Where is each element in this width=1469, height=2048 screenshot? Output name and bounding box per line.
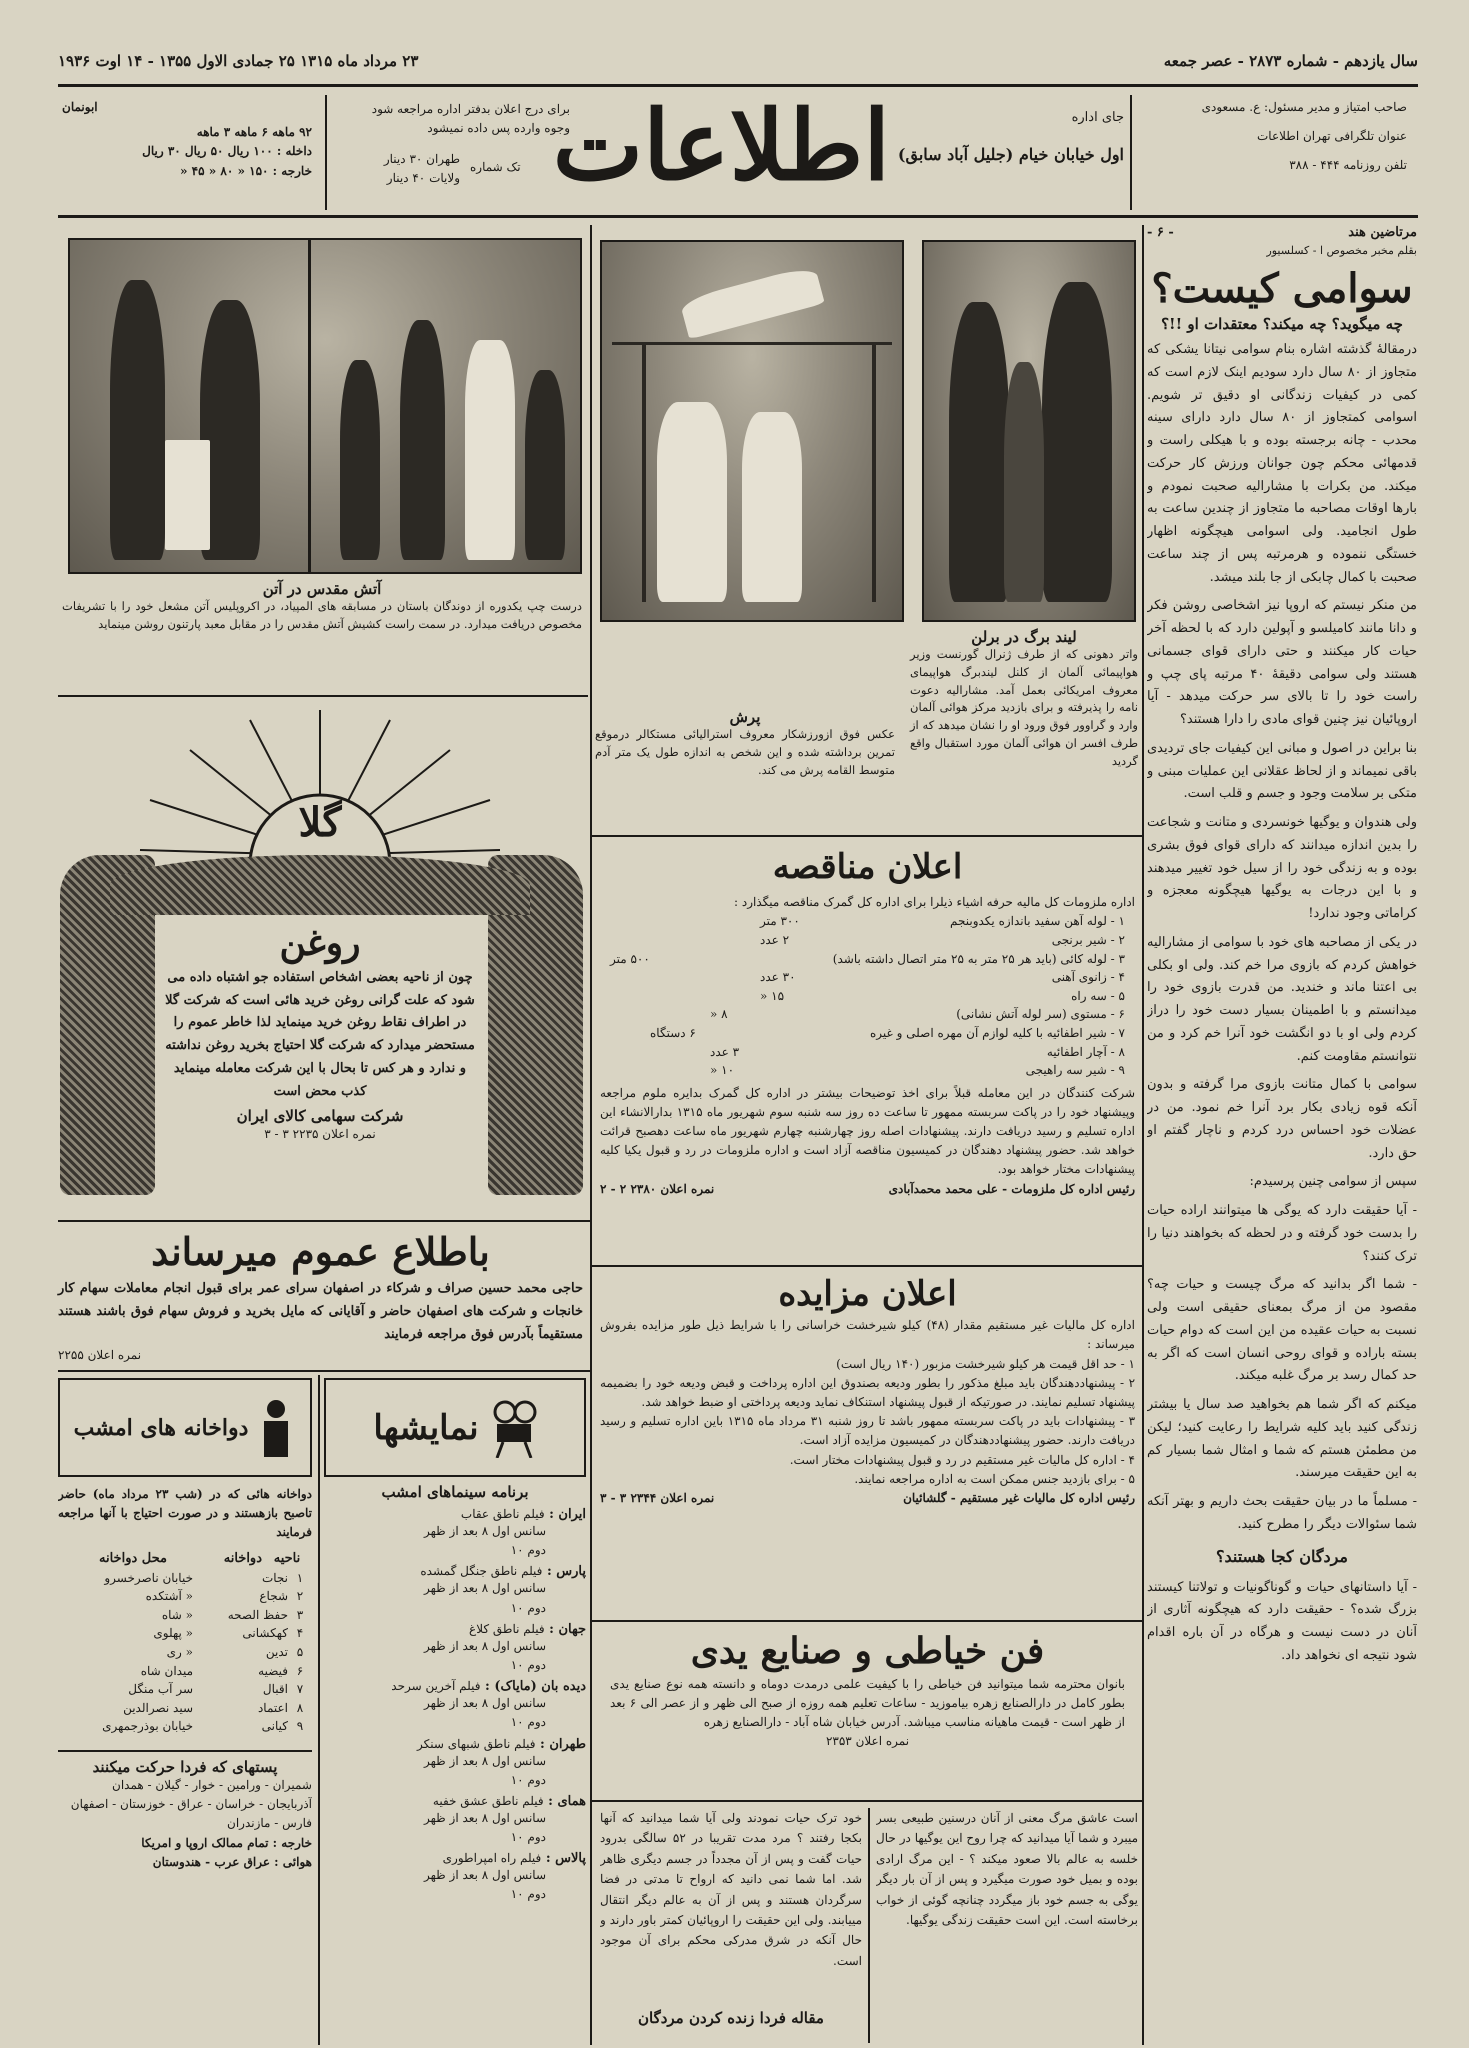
tender-signature: رئیس اداره کل ملزومات - علی محمد محمدآبادی [888, 1181, 1135, 1196]
pharmacy-name: فیضیه [258, 1663, 288, 1678]
pharmacy-section [58, 1378, 312, 2043]
table-row [58, 1569, 312, 1588]
article-subheading: مردگان کجا هستند؟ [1216, 1546, 1348, 1566]
list-item [610, 912, 1125, 931]
rule-above-notice [58, 1220, 590, 1222]
mid-vertical-rule [590, 225, 592, 2045]
pharmacy-name: حفظ الصحه [227, 1607, 288, 1622]
table-row [58, 1699, 312, 1718]
altar [165, 440, 210, 550]
office-box [874, 110, 1124, 164]
auction-line: ۴ - اداره کل مالیات غیر مستقیم در رد و قبول پیشنهادات مختار است. [789, 1452, 1135, 1467]
pharmacy-name: اقبال [262, 1682, 288, 1697]
pharmacy-district: ۲ [296, 1589, 304, 1604]
pharmacy-header: دواخانه های امشب [73, 1414, 249, 1441]
post-title: پستهای که فردا حرکت میکنند [92, 1758, 278, 1777]
item-desc: لوله آهن سفید باندازه یکدوبنجم [950, 914, 1107, 929]
cinema-section [324, 1378, 586, 2043]
tailoring-ad [600, 1628, 1135, 1752]
telegraph-line: عنوان تلگرافی تهران اطلاعات [1257, 129, 1407, 144]
post-line: فارس - مازندران [227, 1816, 312, 1831]
pharmacy-name: کهکشانی [242, 1626, 288, 1641]
cinema-time: سانس اول ۸ بعد از ظهر [424, 1638, 546, 1653]
cinema-item [324, 1679, 586, 1732]
list-item [610, 950, 1125, 969]
item-number: ۹ [1118, 1063, 1125, 1078]
item-qty: ۳ عدد [710, 1044, 740, 1059]
item-number: ۷ [1118, 1025, 1125, 1040]
tak-price-tehran: طهران ۳۰ دینار [383, 152, 460, 166]
cinema-film: فیلم آخرین سرحد [391, 1679, 481, 1694]
jump-post [642, 342, 646, 602]
tender-items [600, 912, 1135, 1079]
article-paragraph: - آیا داستانهای حیات و گوناگونیات و تولاتنا کیستند بزرگ شده؟ - حقیقت دارد که هیچگونه آثاری از آنان در دست نیست و هرگاه در آن باره اقدام شود نتیجه ای نخواهد داد. [1147, 1579, 1417, 1663]
tender-item-desc: ۸ - آچار اطفائیه [1046, 1044, 1125, 1059]
tailoring-number: نمره اعلان ۲۳۵۳ [825, 1734, 910, 1749]
cinema-header: نمایشها [373, 1407, 479, 1448]
auction-line: اداره کل مالیات غیر مستقیم مقدار (۴۸) کیلو شیرخشت خراسانی را با شرایط ذیل طور مزایده بفروش میرساند : [600, 1318, 1135, 1352]
cinema-banner [324, 1378, 586, 1477]
auction-body [600, 1316, 1135, 1489]
pharmacy-district: ۱ [296, 1570, 304, 1585]
pharmacy-name: شجاع [259, 1589, 288, 1604]
bottom-article-divider [868, 1808, 870, 2043]
ad-notice [330, 100, 570, 138]
cinema-name: ایران : [549, 1507, 586, 1522]
subs-label: ابونمان [62, 100, 98, 114]
list-item [610, 968, 1125, 987]
tak-label: تک شماره [470, 160, 521, 174]
article-byline: بقلم مخبر مخصوص ا - کسلسیور [1266, 244, 1417, 257]
article-title: سوامی کیست؟ [1151, 265, 1413, 312]
cinema-time: سانس اول ۸ بعد از ظهر [424, 1753, 546, 1768]
cinema-time: دوم ۱۰ [510, 1600, 546, 1615]
masthead-bottom-rule [58, 215, 1418, 218]
tender-notice [600, 845, 1135, 1196]
tender-item-desc: ۵ - سه راه [1071, 988, 1125, 1003]
figure [949, 302, 1009, 602]
cinema-time: دوم ۱۰ [510, 1772, 546, 1787]
pharmacy-location: « ری [166, 1645, 193, 1660]
tender-item-desc: ۱ - لوله آهن سفید باندازه یکدوبنجم [950, 914, 1125, 929]
auction-title: اعلان مزایده [778, 1274, 957, 1314]
projector-icon [489, 1398, 537, 1458]
pharmacy-location: « شاه [161, 1607, 193, 1622]
notice-body: حاجی محمد حسین صراف و شرکاء در اصفهان سرای عمر برای قبول انجام معاملات سهام کار خانجات و شرکت های اصفهان حاضر و آقایانی که مایل بخرید و فروش سهام فوق باشند هستند مستقیماً بآدرس فوق مراجعه فرمایند [58, 1281, 583, 1342]
bottom-article-text: است عاشق مرگ معنی از آنان درسنین طبیعی بسر میبرد و شما آیا میدانید که چرا روح این یوگیها در حال خلسه به عالم بالا صعود میکند ؟ - این مرگ ارادی بوده و بمیل خود صورت میگیرد و پس از آن بار دیگر یوگی به جسم خود باز میگردد چنانچه گوئی از خواب برخاسته است. این است حقیقت زندگی یوگیها. [876, 1811, 1138, 1927]
photo-high-jump [600, 240, 904, 622]
top-date-line [58, 52, 1418, 76]
caption-title: آتش مقدس در آتن [262, 580, 382, 598]
auction-notice [600, 1272, 1135, 1505]
item-desc: آچار اطفائیه [1046, 1044, 1107, 1059]
article-paragraph: سپس از سوامی چنین پرسیدم: [1249, 1174, 1417, 1190]
owner-line: صاحب امتیاز و مدیر مسئول: ع. مسعودی [1201, 100, 1407, 114]
photo-split [308, 240, 311, 572]
caption-title: لیند برگ در برلن [971, 628, 1077, 646]
item-qty: ۲ عدد [760, 932, 790, 947]
tender-body: شرکت کنندگان در این معامله قبلاً برای اخذ توضیحات بیشتر در اداره کل گمرک بدایره ملوم مراجعه وپیشنهاد خود را در پاکت سربسته ممهور تا ساعت ده روز سه شنبه سوم شهریور ماه ۱۳۱۵ بدارالانشاء این اداره تسلیم و رسید دریافت دارند. پیشنهادات اصله روز چهارشنبه چهارم شهریور ماه ساعت دهصبح قرائت خواهد شد. حضور پیشنهاد دهندگان در کمیسیون مناقصه آزاد است و اداره ملزومات در رد و قبول یکیا کلیه پیشنهادات مختار خواهد بود. [600, 1085, 1135, 1177]
reel-circle [515, 1402, 535, 1422]
cinema-time: دوم ۱۰ [510, 1657, 546, 1672]
pharmacy-location: خیابان ناصرخسرو [104, 1570, 193, 1585]
pharmacy-district: ۳ [296, 1607, 304, 1622]
tak-prices [330, 150, 460, 188]
article-paragraph: من منکر نیستم که اروپا نیز اشخاصی روشن فکر و دانا مانند کامیلسو و آپولین دارد که با لحظه آخر حیات کار میکنند و حتی دارای قوای جسمانی هستند ولی سوامی دقیقهٔ ۴۰ مرتبه پای چپ و راست خود را تا بالای سر حرکت میدهد - آیا اروپائیان نیز چنین قوای مادی را دارا هستند؟ [1147, 598, 1417, 727]
item-qty: ۱۵ « [760, 988, 785, 1003]
caption-text: درست چپ یکدوره از دوندگان باستان در مسابقه های المپیاد، در اکروپلیس آتن مشعل خود را با تشریفات مخصوص دریافت میدارد. در سمت راست کشیش آتش مقدس را در مقابل معبد پارتنون روشن مینماید [62, 599, 582, 631]
photo-lindbergh [922, 240, 1136, 622]
figure [110, 280, 165, 560]
listings-divider [318, 1375, 320, 2045]
article-paragraph: - شما اگر بدانید که مرگ چیست و حیات چه؟ مقصود من از مرگ بمعنای حقیقی است ولی نسبت به حیات عقیده من این است که دوام حیات بسته باراده و قوای روحی انسان است که اگر به حد کمال رسد بر مرگ غلبه میکند. [1147, 1277, 1417, 1384]
bottom-article-col1 [600, 1808, 862, 2043]
post-section [58, 1750, 312, 1872]
rule-above-bottom-article [590, 1800, 1142, 1802]
pharmacy-district: ۷ [296, 1682, 304, 1697]
cinema-time: سانس اول ۸ بعد از ظهر [424, 1524, 546, 1538]
table-row [58, 1624, 312, 1643]
cinema-film: فیلم راه امپراطوری [442, 1851, 542, 1866]
bottom-article-text: خود ترک حیات نمودند ولی آیا شما میدانید که آنها بکجا رفتند ؟ مرد مدت تقریبا در ۵۲ سالگی بدرود حیات گفت و پس از آن مجدداً در جسم دیگری ظاهر شد. اما شما نمی دانید که ارواح تا مدتی در فضا سرگردان هستند و پس از آن به عالم دیگر انتقال مییابند. ولی این حقیقت را اروپائیان کمتر باور دارند و حال آنکه در شرق مدرکی محکم برای آن موجود است. [600, 1811, 862, 1968]
pharmacy-name: نجات [261, 1570, 288, 1585]
jumper [679, 265, 825, 340]
item-qty: ۸ « [710, 1007, 728, 1022]
cinema-item [324, 1507, 586, 1560]
list-item [610, 1024, 1125, 1043]
ad-notice-line: وجوه وارده پس داده نمیشود [427, 121, 570, 136]
cinema-item [324, 1564, 586, 1617]
cinema-name: دیده بان (مایاک) : [485, 1679, 586, 1695]
article-column [1147, 225, 1417, 2040]
cinema-listing [324, 1507, 586, 1905]
cinema-item [324, 1622, 586, 1675]
pharmacy-banner [58, 1378, 312, 1477]
masthead-divider [1130, 95, 1132, 210]
pharmacy-location: میدان شاه [140, 1663, 193, 1678]
table-row [58, 1662, 312, 1681]
tender-intro: اداره ملزومات کل مالیه حرفه اشیاء ذیلرا برای اداره کل گمرک مناقصه میگذارد : [734, 895, 1135, 910]
pharmacy-name: تدین [265, 1645, 288, 1660]
tender-number: نمره اعلان ۲۳۸۰ ۲ - ۲ [600, 1181, 715, 1196]
pharmacy-district: ۴ [296, 1626, 304, 1641]
oil-body: چون از ناحیه بعضی اشخاص استفاده جو اشتباه داده می شود که علت گرانی روغن خرید هائی است که شرکت گلا در اطراف نقاط روغن خرید مینماید لذا خاطر عموم را مستحضر میدارد که شرکت گلا احتیاج بخرید روغن نداشته و ندارد و هر کس تا بحال با این شرکت معامله مینماید کذب محض است [165, 969, 475, 1099]
tailoring-title: فن خیاطی و صنایع یدی [690, 1630, 1045, 1672]
oil-signature: شرکت سهامی کالای ایران [236, 1107, 404, 1126]
cinema-film: فیلم ناطق عقاب [460, 1507, 545, 1521]
table-row [58, 1717, 312, 1736]
article-paragraph: بنا براین در اصول و مبانی این کیفیات جای تردیدی باقی نمیماند و از لحاظ عقلانی این عملیات مبنی و متکی بر سلامت وجود و جسم و قلب است. [1147, 740, 1417, 802]
figure [400, 320, 445, 560]
projector-body [497, 1424, 531, 1442]
foliage-arch [110, 855, 530, 915]
pharmacy-location: سید نصرالدین [123, 1700, 193, 1715]
cinema-time: سانس اول ۸ بعد از ظهر [424, 1810, 546, 1825]
cinema-film: فیلم ناطق جنگل گمشده [420, 1564, 543, 1579]
auction-number: نمره اعلان ۲۳۴۴ ۳ - ۳ [600, 1490, 715, 1505]
pharmacy-intro: دواخانه هائی که در (شب ۲۳ مرداد ماه) حاضر تاصبح بازهستند و در صورت احتیاج با آنها مراجعه فرمایند [58, 1487, 312, 1540]
cinema-film: فیلم ناطق شبهای سنکر [416, 1736, 536, 1751]
notice-number: نمره اعلان ۲۲۵۵ [58, 1348, 142, 1363]
cinema-time: دوم ۱۰ [510, 1715, 546, 1730]
item-qty: ۶ دستگاه [650, 1025, 696, 1040]
ad-oil [50, 705, 590, 1215]
masthead-owner-box [1177, 98, 1407, 176]
list-item [610, 987, 1125, 1006]
pharmacist-icon [256, 1397, 296, 1459]
cinema-item [324, 1794, 586, 1847]
post-line: هوائی : عراق عرب - هندوستان [152, 1854, 312, 1869]
article-section: مرتاضین هند [1348, 225, 1417, 240]
tender-item-desc: ۶ - مستوی (سر لوله آتش نشانی) [956, 1007, 1125, 1022]
cinema-time: سانس اول ۸ بعد از ظهر [424, 1696, 546, 1711]
auction-line: ۳ - پیشنهادات باید در پاکت سربسته ممهور باشد تا روز شنبه ۳۱ مرداد ماه ۱۳۱۵ باین اداره تسلیم و رسید دریافت دارند. حضور پیشنهاددهندگان در کمیسیون مزایده آزاد است. [600, 1414, 1136, 1448]
caption-lindbergh [910, 628, 1138, 771]
cinema-title: برنامه سینماهای امشب [381, 1483, 529, 1501]
article-paragraph: - آیا حقیقت دارد که یوگی ها میتوانند اراده حیات را بدست خود گرفته و در لحظه که بخواهند دنیا را ترک کنند؟ [1147, 1203, 1417, 1264]
pharmacy-location: سر آب منگل [128, 1682, 193, 1697]
subs-row: داخله : ۱۰۰ ریال ۵۰ ریال ۳۰ ریال [142, 144, 312, 159]
article-paragraph: ولی هندوان و یوگیها خونسردی و متانت و شجاعت را بدین اندازه میدانند که دارای قوای فوق بشری بوده و به زندگی خود را از سیل خود تغییر میدهند و با این درجات به یوگیها هیچگونه معجزه و کراماتی وجود ندارد! [1147, 815, 1417, 921]
article-paragraph: میکنم که اگر شما هم بخواهید صد سال یا بیشتر زندگی کنید باید کلیه شرایط را رعایت کنید؛ لیکن من مطمئن هستم که شما و امثال شما بسیار کم به این حقیقت میرسند. [1147, 1397, 1417, 1481]
cinema-name: پالاس : [545, 1851, 586, 1867]
auction-line: ۲ - پیشنهاددهندگان باید مبلغ مذکور را بطور ودیعه بصندوق این اداره پرداخت و قبض ودیعه خود را بضمیمه پیشنهاد تسلیم نمایند. در صورتیکه از قبول پیشنهاد استنکاف نماید ودیعه پرداختی او ضبط خواهد شد. [600, 1375, 1136, 1409]
item-qty: ۵۰۰ متر [610, 951, 650, 966]
reel-circle [495, 1402, 515, 1422]
rule-above-tailoring [590, 1620, 1142, 1622]
pharmacy-district: ۶ [296, 1663, 304, 1678]
office-label: جای اداره [1071, 110, 1124, 125]
projector-leg [497, 1442, 503, 1458]
item-desc: شیر سه راهیجی [1025, 1063, 1107, 1078]
pharmacy-location: « پهلوی [153, 1626, 193, 1641]
item-desc: مستوی (سر لوله آتش نشانی) [956, 1007, 1107, 1022]
item-qty: ۳۰۰ متر [760, 914, 800, 929]
cinema-time: دوم ۱۰ [510, 1543, 546, 1558]
rule-above-listings [58, 1370, 590, 1372]
tender-item-desc: ۹ - شیر سه راهیجی [1025, 1063, 1125, 1078]
item-number: ۵ [1118, 988, 1125, 1003]
table-row [58, 1680, 312, 1699]
item-number: ۲ [1118, 932, 1125, 947]
post-line: شمیران - ورامین - خوار - گیلان - همدان [112, 1778, 312, 1793]
pharmacy-name: اعتماد [257, 1700, 288, 1715]
right-column-divider [1142, 225, 1144, 2045]
item-qty: ۳۰ عدد [760, 970, 796, 985]
auction-footer [600, 1491, 1135, 1505]
auction-line: ۵ - برای بازدید جنس ممکن است به اداره مراجعه نمایند. [854, 1471, 1135, 1486]
tailoring-body: بانوان محترمه شما میتوانید فن خیاطی را با کیفیت علمی درمدت دوماه و دانسته همه نوع صنایع یدی بطور کامل در دارالصنایع زهره بیاموزید - ساعات تعلیم همه روزه از صبح الی ظهر و از عصر الی ۶ بعد از ظهر است - قیمت ماهیانه مناسب میباشد. آدرس خیابان شاه آباد - دارالصنایع زهره [610, 1676, 1126, 1730]
pharmacy-name: کیانی [261, 1719, 288, 1734]
article-paragraph: درمقالهٔ گذشته اشاره بنام سوامی نیتانا یشکی که متجاوز از ۸۰ سال دارد سودیم اینک لازم است که کمی در کیفیات زندگانی او دقیق تر شویم. اسوامی کمتجاوز از ۸۰ سال دارد دارای سینه محدب - چانه برجسته بوده و با هیکلی راست و قدمهائی محکم چون جوانان ورزش کار حرکت میکند. من بکرات با مشارالیه صحبت نمودم و بارها اوقات مصاحبه ما متجاوز از چندین ساعت به طول انجامید. ولی اسوامی هیچگونه اظهار خستگی ننموده و هرمرتبه پس از چند ساعت صحبت با کمال چابکی از جا بلند میشد. [1147, 342, 1417, 585]
item-number: ۸ [1118, 1044, 1125, 1059]
sunburst-logo [50, 705, 590, 875]
tender-item-desc: ۷ - شیر اطفائیه با کلیه لوازم آن مهره اصلی و غیره [869, 1025, 1125, 1040]
item-number: ۱ [1118, 914, 1125, 929]
table-row [58, 1587, 312, 1606]
article-paragraph: سوامی با کمال متانت بازوی مرا گرفته و بدون آنکه قوه زیادی بکار برد آنرا خم نمود. من در عضلات خود احساس درد کردم و ناچار گفتم او حق دارد. [1147, 1077, 1417, 1161]
caption-jump [595, 708, 895, 779]
pharmacy-location: خیابان بوذرجمهری [102, 1719, 193, 1734]
oil-logo-text: گلا [298, 799, 342, 846]
article-subtitle: چه میگوید؟ چه میکند؟ معتقدات او !!؟ [1161, 315, 1403, 333]
newspaper-title: اطلاعات [552, 89, 890, 202]
caption-text: واتر دهونی که از طرف ژنرال گورنست وزیر هواپیمائی آلمان از کلنل لیندبرگ هواپیمای معروف امریکائی بعمل آمد. مشارالیه دعوت نامه را پذیرفته و برای بازدید مرکز هوائی آلمان وارد و گراوور فوق ورود او را نشان میدهد که از طرف افسر ان هوائی آلمان مورد استقبال واقع گردید [910, 647, 1138, 768]
caption-title: پرش [729, 708, 761, 726]
rule-above-auction [590, 1265, 1142, 1267]
list-item [610, 1005, 1125, 1024]
tender-item-desc: ۳ - لوله کائی (باید هر ۲۵ متر به ۲۵ متر اتصال داشته باشد) [832, 951, 1125, 966]
col-header: ناحیه [273, 1550, 301, 1566]
masthead-divider-left [325, 95, 327, 210]
item-desc: زانوی آهنی [1051, 970, 1107, 985]
ad-notice-line: برای درج اعلان بدفتر اداره مراجعه شود [371, 102, 570, 116]
item-number: ۴ [1118, 970, 1125, 985]
page-number: - ۶ - [1147, 225, 1174, 240]
official [657, 402, 727, 602]
figure-robed [465, 340, 515, 560]
post-line: خارجه : تمام ممالک اروپا و امریکا [141, 1835, 312, 1850]
cinema-time: سانس اول ۸ بعد از ظهر [424, 1581, 546, 1596]
tender-item-desc: ۴ - زانوی آهنی [1051, 970, 1125, 985]
bottom-article-title: مقاله فردا زنده کردن مردگان [638, 2009, 824, 2027]
table-row [58, 1606, 312, 1625]
subs-row: ۹۲ ماهه ۶ ماهه ۳ ماهه [196, 125, 312, 140]
item-number: ۶ [1118, 1007, 1125, 1022]
issue-info: سال یازدهم - شماره ۲۸۷۳ - عصر جمعه [1163, 52, 1418, 70]
masthead-top-rule [58, 84, 1418, 87]
list-item [610, 1043, 1125, 1062]
list-item [610, 1061, 1125, 1080]
cinema-film: فیلم ناطق عشق خفیه [432, 1793, 544, 1808]
col-header: دواخانه [223, 1550, 262, 1566]
cinema-name: جهان : [549, 1621, 586, 1637]
post-line: آذربایجان - خراسان - عراق - خوزستان - اصفهان [70, 1797, 312, 1812]
cinema-item [324, 1851, 586, 1904]
item-desc: لوله کائی (باید هر ۲۵ متر به ۲۵ متر اتصال داشته باشد) [832, 951, 1107, 966]
tender-footer [600, 1182, 1135, 1196]
item-desc: شیر برنجی [1051, 932, 1107, 947]
cinema-film: فیلم ناطق کلاغ [469, 1621, 545, 1636]
cinema-item [324, 1737, 586, 1790]
pharmacy-header-row [58, 1549, 312, 1569]
bottom-article-col2 [876, 1808, 1138, 2043]
list-item [610, 931, 1125, 950]
pharmacy-district: ۵ [296, 1645, 304, 1660]
cinema-name: طهران : [540, 1736, 586, 1752]
cinema-name: همای : [548, 1793, 586, 1809]
jump-post [872, 342, 876, 602]
photo-olympic-flame [68, 238, 582, 574]
notice-title: باطلاع عموم میرساند [151, 1229, 490, 1274]
phone-line: تلفن روزنامه ۴۴۴ - ۳۸۸ [1289, 158, 1407, 173]
table-row [58, 1643, 312, 1662]
figure [1042, 282, 1112, 602]
article-paragraph: در یکی از مصاحبه های خود با سوامی از مشارالیه خواهش کردم که بازوی مرا خم کند. ولی او بکلی بی اعتنا ماند و خندید. من قدرت بازوی خود را میدانستم و با اطمینان بسیار دست خود را دراز کردم ولی او با دو انگشت خود آنرا خم کرد و من نتوانستم مقاومت کنم. [1147, 934, 1417, 1064]
item-qty: ۱۰ « [710, 1063, 735, 1078]
mid-rule [590, 835, 1142, 837]
figure [525, 370, 565, 560]
oil-text-panel [160, 920, 480, 1200]
cinema-time: سانس اول ۸ بعد از ظهر [424, 1868, 546, 1883]
pharmacy-location: « آشتکده [145, 1589, 193, 1604]
col-header: محل دواخانه [99, 1550, 167, 1566]
notice-general [58, 1225, 583, 1366]
oil-title: روغن [279, 922, 361, 964]
tender-title: اعلان مناقصه [772, 847, 963, 887]
tender-item-desc: ۲ - شیر برنجی [1051, 932, 1125, 947]
tak-price-provinces: ولایات ۴۰ دینار [386, 171, 460, 186]
article-paragraph: - مسلماً ما در بیان حقیقت بحث داریم و بهتر آنکه شما سئوالات دیگر را مطرح کنید. [1147, 1494, 1417, 1532]
date-info: ۲۳ مرداد ماه ۱۳۱۵ ۲۵ جمادی الاول ۱۳۵۵ - ۱۴ اوت ۱۹۳۶ [58, 52, 419, 70]
item-desc: سه راه [1071, 988, 1107, 1003]
subscription-box [62, 98, 312, 181]
official [742, 412, 802, 602]
projector-leg [525, 1442, 531, 1458]
office-address: اول خیابان خیام (جلیل آباد سابق) [897, 145, 1124, 164]
auction-signature: رئیس اداره کل مالیات غیر مستقیم - گلشائیان [903, 1490, 1135, 1505]
oil-ad-number: نمره اعلان ۲۲۳۵ ۳ - ۳ [264, 1127, 376, 1142]
figure [340, 360, 380, 560]
subs-row: خارجه : ۱۵۰ « ۸۰ « ۴۵ « [179, 163, 312, 178]
photo-area-rule [58, 695, 588, 697]
pharmacy-district: ۹ [296, 1719, 304, 1734]
cinema-time: دوم ۱۰ [510, 1830, 546, 1845]
item-number: ۳ [1118, 951, 1125, 966]
head [267, 1400, 285, 1418]
pharmacy-district: ۸ [296, 1700, 304, 1715]
article-body [1147, 339, 1417, 1668]
cinema-name: پارس : [546, 1564, 586, 1580]
figure [1004, 362, 1044, 602]
jump-bar [612, 342, 892, 345]
auction-line: ۱ - حد اقل قیمت هر کیلو شیرخشت مزبور (۱۴۰ ریال است) [836, 1356, 1135, 1371]
caption-olympic [62, 580, 582, 634]
cinema-time: دوم ۱۰ [510, 1887, 546, 1902]
caption-text: عکس فوق ازورزشکار معروف استرالیائی مستکالر درموقع تمرین برداشته شده و این شخص به اندازه طول یک متر آدم متوسط القامه پرش می کند. [595, 727, 895, 777]
body [264, 1421, 288, 1457]
item-desc: شیر اطفائیه با کلیه لوازم آن مهره اصلی و غیره [869, 1025, 1107, 1040]
